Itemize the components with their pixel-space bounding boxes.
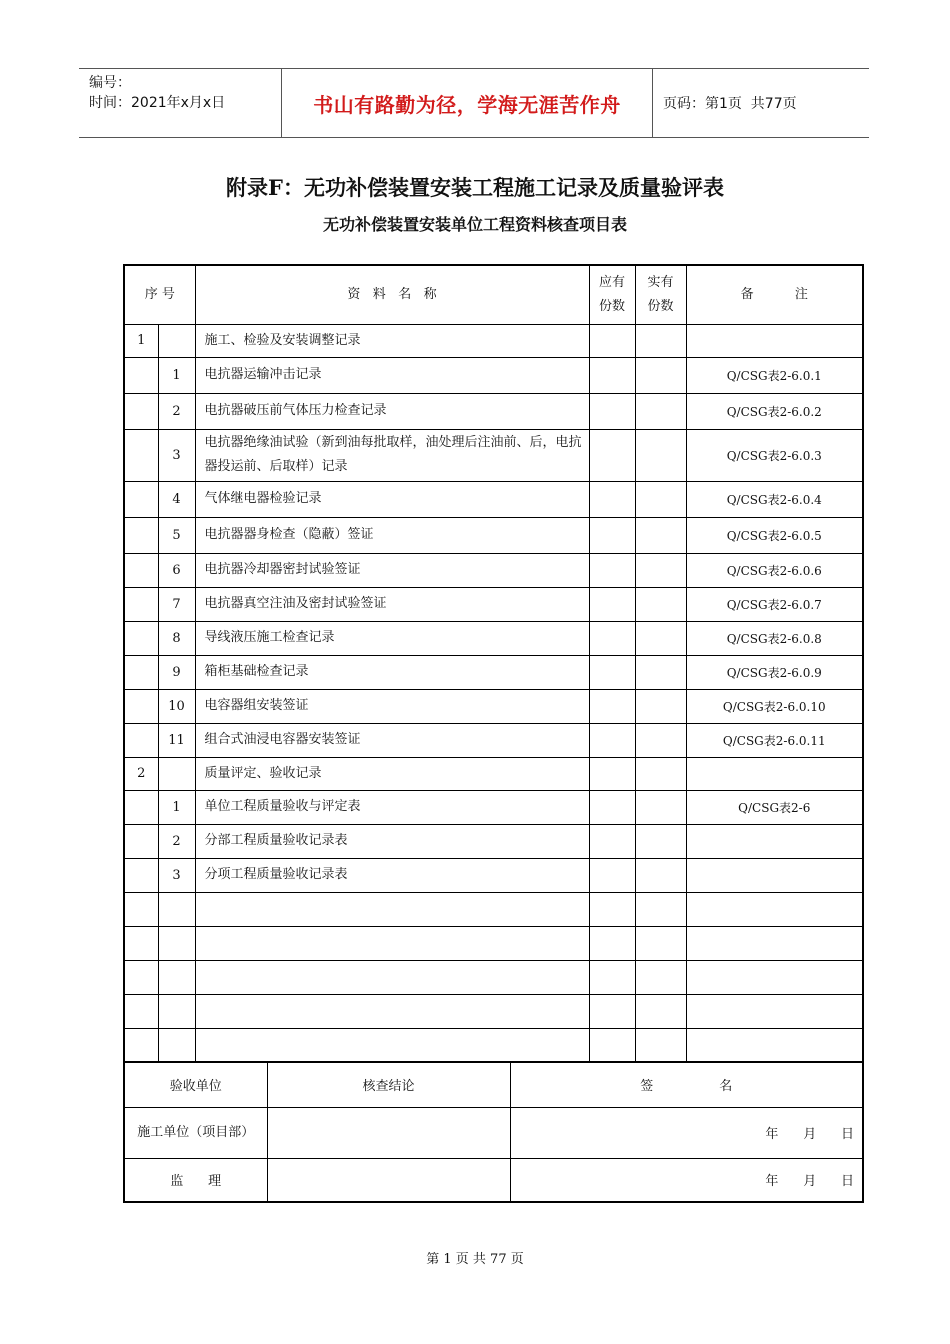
table-row <box>124 481 863 517</box>
item-number: 10 <box>158 689 195 723</box>
acceptance-sign-header-text: 签 名 <box>640 1079 733 1095</box>
blank-cell <box>158 892 195 926</box>
blank-cell <box>635 926 686 960</box>
blank-cell <box>589 960 635 994</box>
blank-row <box>124 960 863 994</box>
item-number: 11 <box>158 723 195 757</box>
should-count-cell <box>589 824 635 858</box>
item-remark: Q/CSG表2-6.0.6 <box>686 553 863 587</box>
should-count-cell <box>589 689 635 723</box>
header-actual-count: 实有 份数 <box>635 265 686 324</box>
blank-cell <box>686 926 863 960</box>
item-name: 电抗器绝缘油试验（新到油每批取样，油处理后注油前、后，电抗器投运前、后取样）记录 <box>195 429 589 481</box>
table-row <box>124 357 863 393</box>
item-remark: Q/CSG表2-6.0.10 <box>686 689 863 723</box>
blank-cell <box>635 892 686 926</box>
item-name: 分项工程质量验收记录表 <box>195 858 589 892</box>
section-number-cell <box>124 824 158 858</box>
blank-cell <box>686 892 863 926</box>
should-count-cell <box>589 757 635 790</box>
item-number: 5 <box>158 517 195 553</box>
supervisor-date-text: 年 月 日 <box>765 1174 854 1190</box>
item-name: 组合式油浸电容器安装签证 <box>195 723 589 757</box>
section-sub-number <box>158 324 195 357</box>
should-count-cell <box>589 324 635 357</box>
should-count-cell <box>589 655 635 689</box>
should-count-cell <box>589 553 635 587</box>
table-row <box>124 587 863 621</box>
should-count-cell <box>589 587 635 621</box>
item-number: 1 <box>158 790 195 824</box>
actual-count-cell <box>635 429 686 481</box>
blank-cell <box>635 1028 686 1062</box>
blank-cell <box>686 960 863 994</box>
section-number-cell <box>124 517 158 553</box>
header-motto: 书山有路勤为径，学海无涯苦作舟 <box>281 69 653 137</box>
supervisor-conclusion <box>267 1158 510 1202</box>
header-seq: 序 号 <box>124 265 195 324</box>
blank-cell <box>124 892 158 926</box>
should-count-cell <box>589 517 635 553</box>
section-number-cell <box>124 790 158 824</box>
section-title: 施工、检验及安装调整记录 <box>195 324 589 357</box>
blank-cell <box>158 926 195 960</box>
actual-count-cell <box>635 655 686 689</box>
header-remark: 备 注 <box>686 265 863 324</box>
contractor-sign-date <box>510 1107 863 1158</box>
header-should-count: 应有 份数 <box>589 265 635 324</box>
should-count-cell <box>589 621 635 655</box>
section-number-cell <box>124 587 158 621</box>
blank-row <box>124 994 863 1028</box>
actual-count-cell <box>635 723 686 757</box>
contractor-date-text: 年 月 日 <box>765 1127 854 1142</box>
actual-count-cell <box>635 587 686 621</box>
should-count-cell <box>589 393 635 429</box>
item-remark: Q/CSG表2-6.0.2 <box>686 393 863 429</box>
blank-cell <box>124 926 158 960</box>
table-row <box>124 429 863 481</box>
should-count-cell <box>589 858 635 892</box>
acceptance-table <box>123 1061 864 1203</box>
item-number: 3 <box>158 429 195 481</box>
actual-count-cell <box>635 357 686 393</box>
section-number-cell <box>124 858 158 892</box>
remark-cell <box>686 757 863 790</box>
section-number-cell <box>124 481 158 517</box>
document-subtitle: 无功补偿装置安装单位工程资料核查项目表 <box>322 215 627 234</box>
contractor-conclusion <box>267 1107 510 1158</box>
section-number-cell <box>124 621 158 655</box>
item-name: 气体继电器检验记录 <box>195 481 589 517</box>
header-page-info-text: 页码：第1页 共77页 <box>663 96 797 112</box>
actual-count-cell <box>635 824 686 858</box>
table-row <box>124 689 863 723</box>
blank-cell <box>124 994 158 1028</box>
item-name: 电抗器器身检查（隐蔽）签证 <box>195 517 589 553</box>
item-name: 单位工程质量验收与评定表 <box>195 790 589 824</box>
table-row <box>124 824 863 858</box>
section-number-cell <box>124 393 158 429</box>
item-remark <box>686 824 863 858</box>
supervisor-unit-label <box>124 1158 267 1202</box>
should-count-cell <box>589 790 635 824</box>
header-meta <box>79 69 281 137</box>
table-row <box>124 393 863 429</box>
blank-cell <box>158 960 195 994</box>
actual-count-cell <box>635 481 686 517</box>
item-number: 2 <box>158 393 195 429</box>
item-remark <box>686 858 863 892</box>
item-remark: Q/CSG表2-6.0.7 <box>686 587 863 621</box>
acceptance-sign-header <box>510 1062 863 1107</box>
header-name: 资 料 名 称 <box>195 265 589 324</box>
table-header-row <box>124 265 863 324</box>
item-remark: Q/CSG表2-6.0.11 <box>686 723 863 757</box>
item-remark: Q/CSG表2-6 <box>686 790 863 824</box>
blank-cell <box>635 994 686 1028</box>
acceptance-conclusion-header: 核查结论 <box>267 1062 510 1107</box>
blank-cell <box>195 994 589 1028</box>
document-time: 时间：2021年x月x日 <box>89 95 226 111</box>
item-remark: Q/CSG表2-6.0.1 <box>686 357 863 393</box>
blank-cell <box>195 1028 589 1062</box>
item-name: 箱柜基础检查记录 <box>195 655 589 689</box>
should-count-cell <box>589 357 635 393</box>
section-title: 质量评定、验收记录 <box>195 757 589 790</box>
item-remark: Q/CSG表2-6.0.9 <box>686 655 863 689</box>
item-number: 8 <box>158 621 195 655</box>
blank-cell <box>124 960 158 994</box>
page-header <box>79 68 869 138</box>
item-name: 电抗器破压前气体压力检查记录 <box>195 393 589 429</box>
table-row <box>124 858 863 892</box>
actual-count-cell <box>635 324 686 357</box>
blank-cell <box>158 1028 195 1062</box>
item-number: 6 <box>158 553 195 587</box>
item-number: 9 <box>158 655 195 689</box>
document-number-label: 编号： <box>89 75 131 91</box>
section-row <box>124 757 863 790</box>
remark-cell <box>686 324 863 357</box>
document-title: 附录F：无功补偿装置安装工程施工记录及质量验评表 <box>226 175 724 200</box>
supervisor-unit-text: 监 理 <box>170 1174 222 1190</box>
section-number-cell <box>124 723 158 757</box>
section-number-cell <box>124 655 158 689</box>
records-table <box>123 264 864 1063</box>
section-sub-number <box>158 757 195 790</box>
blank-cell <box>195 960 589 994</box>
item-remark: Q/CSG表2-6.0.3 <box>686 429 863 481</box>
item-name: 分部工程质量验收记录表 <box>195 824 589 858</box>
acceptance-row-supervisor <box>124 1158 863 1202</box>
section-row <box>124 324 863 357</box>
blank-cell <box>124 1028 158 1062</box>
section-number-cell <box>124 429 158 481</box>
item-number: 4 <box>158 481 195 517</box>
page-number <box>0 1248 950 1267</box>
blank-cell <box>635 960 686 994</box>
blank-row <box>124 1028 863 1062</box>
item-name: 电抗器真空注油及密封试验签证 <box>195 587 589 621</box>
section-number-cell <box>124 357 158 393</box>
blank-row <box>124 926 863 960</box>
blank-cell <box>195 892 589 926</box>
section-number: 1 <box>124 324 158 357</box>
section-number-cell <box>124 553 158 587</box>
actual-count-cell <box>635 621 686 655</box>
item-remark: Q/CSG表2-6.0.4 <box>686 481 863 517</box>
item-number: 7 <box>158 587 195 621</box>
item-number: 1 <box>158 357 195 393</box>
item-remark: Q/CSG表2-6.0.8 <box>686 621 863 655</box>
blank-cell <box>158 994 195 1028</box>
table-row <box>124 790 863 824</box>
acceptance-header-row <box>124 1062 863 1107</box>
table-row <box>124 553 863 587</box>
actual-count-cell <box>635 790 686 824</box>
item-remark: Q/CSG表2-6.0.5 <box>686 517 863 553</box>
actual-count-cell <box>635 757 686 790</box>
page-number-text: 第 1 页 共 77 页 <box>426 1252 524 1267</box>
blank-row <box>124 892 863 926</box>
contractor-unit-label: 施工单位（项目部） <box>124 1107 267 1158</box>
table-row <box>124 655 863 689</box>
actual-count-cell <box>635 553 686 587</box>
blank-cell <box>686 1028 863 1062</box>
table-row <box>124 621 863 655</box>
section-number: 2 <box>124 757 158 790</box>
blank-cell <box>589 892 635 926</box>
item-name: 导线液压施工检查记录 <box>195 621 589 655</box>
item-number: 3 <box>158 858 195 892</box>
acceptance-unit-header: 验收单位 <box>124 1062 267 1107</box>
item-name: 电抗器运输冲击记录 <box>195 357 589 393</box>
supervisor-sign-date <box>510 1158 863 1202</box>
table-row <box>124 723 863 757</box>
item-name: 电容器组安装签证 <box>195 689 589 723</box>
blank-cell <box>589 926 635 960</box>
actual-count-cell <box>635 517 686 553</box>
should-count-cell <box>589 481 635 517</box>
table-row <box>124 517 863 553</box>
should-count-cell <box>589 723 635 757</box>
item-number: 2 <box>158 824 195 858</box>
should-count-cell <box>589 429 635 481</box>
acceptance-row-contractor <box>124 1107 863 1158</box>
actual-count-cell <box>635 689 686 723</box>
header-page-info <box>653 69 869 137</box>
section-number-cell <box>124 689 158 723</box>
blank-cell <box>686 994 863 1028</box>
blank-cell <box>589 1028 635 1062</box>
blank-cell <box>195 926 589 960</box>
actual-count-cell <box>635 393 686 429</box>
blank-cell <box>589 994 635 1028</box>
records-table-body <box>124 265 863 1062</box>
actual-count-cell <box>635 858 686 892</box>
item-name: 电抗器冷却器密封试验签证 <box>195 553 589 587</box>
